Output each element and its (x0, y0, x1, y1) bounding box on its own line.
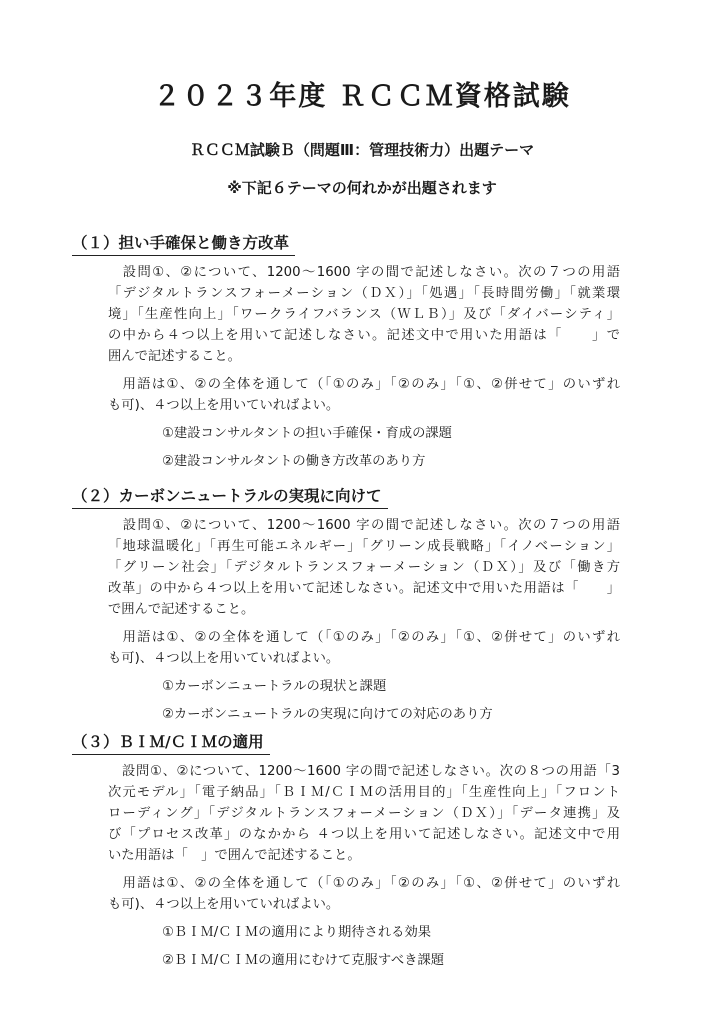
question-item: ②建設コンサルタントの働き方改革のあり方 (162, 454, 426, 469)
paragraph-line: 用語は①、②の全体を通して（「①のみ」「②のみ」「①、②併せて」のいずれ (108, 377, 620, 392)
paragraph-line: も可)、４つ以上を用いていればよい。 (108, 651, 340, 666)
section-3 (72, 730, 622, 975)
question-list (72, 673, 622, 729)
paragraph-line: ローディング」「デジタルトランスフォーメーション（ＤＸ）」「データ連携」及 (108, 806, 620, 821)
section-heading: （２）カーボンニュートラルの実現に向けて (72, 484, 388, 509)
instructions-paragraph (108, 515, 620, 620)
paragraph-line: 設問①、②について、1200～1600 字の間で記述しなさい。次の７つの用語 (108, 518, 620, 533)
terms-usage-paragraph (108, 374, 620, 416)
paragraph-line: 「地球温暖化」「再生可能エネルギー」「グリーン成長戦略」「イノベーション」 (108, 539, 620, 554)
question-item: ②カーボンニュートラルの実現に向けての対応のあり方 (162, 707, 493, 722)
paragraph-line: 設問①、②について、1200～1600 字の間で記述しなさい。次の７つの用語 (108, 265, 620, 280)
instructions-paragraph (108, 262, 620, 367)
document-subtitle: ＲＣＣＭ試験Ｂ（問題Ⅲ：管理技術力）出題テーマ (189, 141, 535, 159)
terms-usage-paragraph (108, 627, 620, 669)
question-item: ①ＢＩＭ/ＣＩＭの適用により期待される効果 (162, 925, 432, 940)
paragraph-line: の中から４つ以上を用いて記述しなさい。記述文中で用いた用語は「 」で (108, 328, 620, 343)
document-title: ２０２３年度 ＲＣＣＭ資格試験 (153, 81, 571, 112)
instructions-paragraph (108, 761, 620, 866)
section-2 (72, 484, 622, 729)
paragraph-line: び「プロセス改革」のなかから ４つ以上を用いて記述しなさい。記述文中で用 (108, 827, 620, 842)
question-item: ①建設コンサルタントの担い手確保・育成の課題 (162, 426, 452, 441)
section-heading: （１）担い手確保と働き方改革 (72, 231, 295, 256)
question-list (72, 919, 622, 975)
paragraph-line: 「デジタルトランスフォーメーション（ＤＸ）」「処遇」「長時間労働」「就業環 (108, 286, 620, 301)
section-1 (72, 231, 622, 476)
paragraph-line: 用語は①、②の全体を通して（「①のみ」「②のみ」「①、②併せて」のいずれ (108, 876, 620, 891)
question-list (72, 420, 622, 476)
paragraph-line: も可)、４つ以上を用いていればよい。 (108, 897, 340, 912)
document-note: ※下記６テーマの何れかが出題されます (227, 179, 497, 197)
paragraph-line: 境」「生産性向上」「ワークライフバランス（ＷＬＢ）」及び「ダイバーシティ」 (108, 307, 620, 322)
section-heading: （３）ＢＩＭ/ＣＩＭの適用 (72, 730, 270, 755)
paragraph-line: 次元モデル」「電子納品」「ＢＩＭ/ＣＩＭの活用目的」「生産性向上」「フロント (108, 785, 620, 800)
terms-usage-paragraph (108, 873, 620, 915)
question-item: ①カーボンニュートラルの現状と課題 (162, 679, 387, 694)
paragraph-line: 「グリーン社会」「デジタルトランスフォーメーション（ＤＸ）」及び「働き方 (108, 560, 620, 575)
paragraph-line: も可)、４つ以上を用いていればよい。 (108, 398, 340, 413)
paragraph-line: 用語は①、②の全体を通して（「①のみ」「②のみ」「①、②併せて」のいずれ (108, 630, 620, 645)
paragraph-line: 改革」の中から４つ以上を用いて記述しなさい。記述文中で用いた用語は「 」 (108, 581, 620, 596)
question-item: ②ＢＩＭ/ＣＩＭの適用にむけて克服すべき課題 (162, 953, 445, 968)
paragraph-line: 設問①、②について、1200～1600 字の間で記述しなさい。次の８つの用語「3 (108, 764, 620, 779)
paragraph-line: 囲んで記述すること。 (108, 349, 241, 364)
paragraph-line: で囲んで記述すること。 (108, 602, 255, 617)
paragraph-line: いた用語は「 」で囲んで記述すること。 (108, 848, 361, 863)
